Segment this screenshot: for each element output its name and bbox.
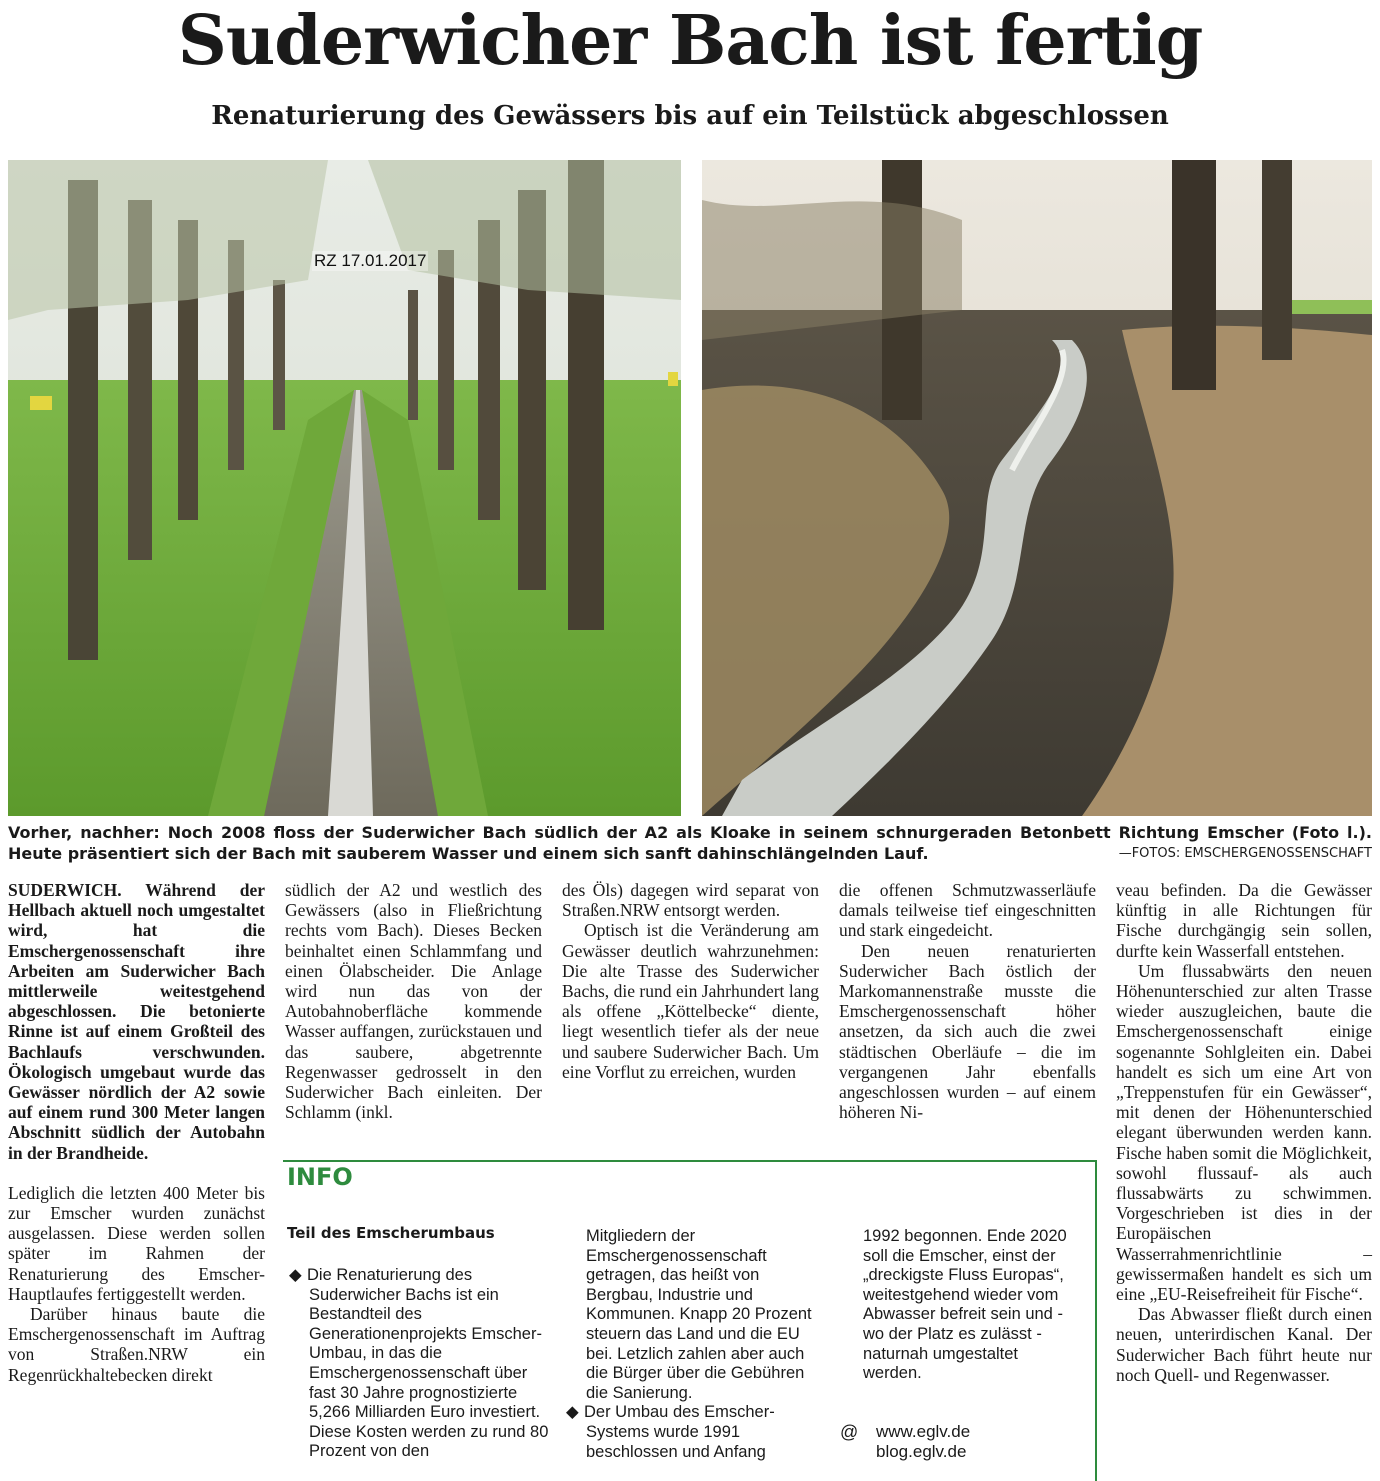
body-paragraph: südlich der A2 und westlich des Gewässers (also in Fließrichtung rechts vom Bach). Dieses Becken beinhaltet einen Schlammfang und einen Ölabscheider. Die Anlage wird nun das von der Autobahnoberfläche kommende Wasser auffangen, zurückstauen und das saubere, abgetrennte Regenwasser gedrosselt in den Suderwicher Bach einleiten. Der Schlamm (inkl. [285,880,542,1123]
photo-credit: —FOTOS: EMSCHERGENOSSENSCHAFT [1118,846,1372,861]
link-eglv[interactable]: www.eglv.de [876,1422,971,1441]
body-paragraph: Um flussabwärts den neuen Höhenunterschied zur alten Trasse wieder auszugleichen, baute die Emschergenossenschaft einige sogenannte Sohlgleiten ein. Dabei handelt es sich um eine Art von „Treppenstufen für ein Gewässer“, mit denen der Höhenunterschied elegant überwunden werden kann. Fische haben somit die Möglichkeit, sowohl flussauf- als auch flussabwärts zu schwimmen. Vorgeschrieben ist dies in der Europäischen Wasserrahmenrichtlinie – gewissermaßen handelt es sich um eine „EU-Reisefreiheit für Fische“. [1116,960,1372,1305]
subheadline: Renaturierung des Gewässers bis auf ein Teilstück abgeschlossen [211,101,1169,131]
info-links [842,1422,970,1462]
article-column-2 [285,880,542,1122]
diamond-bullet-icon: ◆ [289,1266,302,1284]
article-column-4 [839,880,1096,1122]
photo-date-stamp: RZ 17.01.2017 [314,251,427,270]
photo-caption: Vorher, nachher: Noch 2008 floss der Suderwicher Bach südlich der A2 als Kloake in seinem schnurgeraden Betonbett Richtung Emscher (Foto l.). Heute präsentiert sich der Bach mit sauberem Wasser und einem sich sanft dahinschlängelnden Lauf. [8,823,1372,863]
info-column-1 [289,1266,549,1462]
info-column-2 [566,1227,824,1462]
info-bullet-text: Die Renaturierung des Suderwicher Bachs ist ein Bestandteil des Generationenprojekts Emscher-Umbau, in das die Emschergenossenschaft über fast 30 Jahre prognostizierte 5,266 Milliarden Euro investiert. Diese Kosten werden zu rund 80 Prozent von den [307,1266,549,1461]
info-column-3 [863,1227,1071,1384]
at-icon: @ [840,1422,859,1442]
info-bullet-text: Mitgliedern der Emschergenossenschaft getragen, das heißt von Bergbau, Industrie und Kommunen. Knapp 20 Prozent steuern das Land und die EU bei. Letzlich zahlen aber auch die Bürger über die Gebühren die Sanierung. [586,1227,812,1402]
info-bullet-text: Der Umbau des Emscher-Systems wurde 1991 beschlossen und Anfang [584,1403,775,1461]
article-column-1 [8,880,265,1385]
lead-paragraph: SUDERWICH. Während der Hellbach aktuell noch umgestaltet wird, hat die Emschergenossenschaft ihre Arbeiten am Suderwicher Bach mittlerweile weitestgehend abgeschlossen. Die betonierte Rinne ist auf einem Großteil des Bachlaufs verschwunden. Ökologisch umgebaut wurde das Gewässer nördlich der A2 sowie auf einem rund 300 Meter langen Abschnitt südlich der Autobahn in der Brandheide. [8,880,265,1163]
body-paragraph: Lediglich die letzten 400 Meter bis zur Emscher wurden zunächst ausgelassen. Diese werden sollen später im Rahmen der Renaturierung des Emscher-Hauptlaufes fertiggestellt werden. [8,1182,265,1304]
headline: Suderwicher Bach ist fertig [177,1,1203,81]
diamond-bullet-icon: ◆ [566,1403,579,1422]
article-column-3 [562,880,819,1082]
info-bullet-text: 1992 begonnen. Ende 2020 soll die Emscher, einst der „dreckigste Fluss Europas“, weitestgehend wieder vom Abwasser befreit sein und - wo der Platz es zulässt - naturnah umgestaltet werden. [863,1227,1067,1383]
article-column-5 [1116,880,1372,1385]
body-paragraph: Darüber hinaus baute die Emschergenossenschaft im Auftrag von Straßen.NRW ein Regenrückhaltebecken direkt [8,1304,265,1385]
info-title: INFO [287,1163,353,1191]
body-paragraph: Das Abwasser fließt durch einen neuen, unterirdischen Kanal. Der Suderwicher Bach führt heute nur noch Quell- und Regenwasser. [1116,1304,1372,1385]
body-paragraph: Den neuen renaturierten Suderwicher Bach östlich der Markomannenstraße musste die Emschergenossenschaft höher ansetzen, da sich auch die zwei städtischen Oberläufe – die im vergangenen Jahr ebenfalls angeschlossen wurden – auf einem höheren Ni- [839,940,1096,1123]
link-blog-eglv[interactable]: blog.eglv.de [876,1442,967,1461]
body-paragraph: veau befinden. Da die Gewässer künftig in alle Richtungen für Fische durchgängig sein sollen, durfte kein Wasserfall entstehen. [1116,880,1372,961]
body-paragraph: die offenen Schmutzwasserläufe damals teilweise tief eingeschnitten und stark eingedeicht. [839,880,1096,941]
body-paragraph: des Öls) dagegen wird separat von Straßen.NRW entsorgt werden. [562,880,819,921]
info-subtitle: Teil des Emscherumbaus [287,1224,495,1242]
photo-after [702,160,1372,816]
body-paragraph: Optisch ist die Veränderung am Gewässer deutlich wahrzunehmen: Die alte Trasse des Suderwicher Bachs, die rund ein Jahrhundert lang als offene „Köttelbecke“ diente, liegt wesentlich tiefer als der neue und saubere Suderwicher Bach. Um eine Vorflut zu erreichen, wurden [562,920,819,1082]
